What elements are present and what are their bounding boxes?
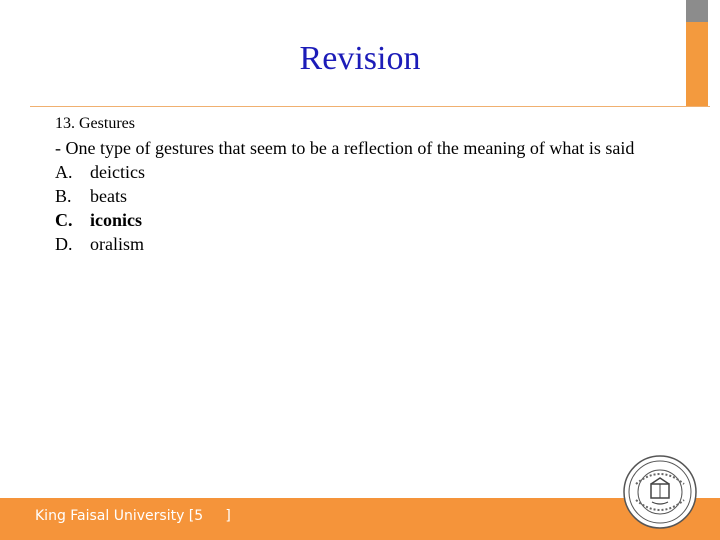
option-letter: C.: [55, 210, 73, 230]
option-letter: A.: [55, 162, 73, 182]
option-text: iconics: [90, 210, 142, 230]
title-divider: [30, 106, 710, 107]
slide-title: Revision: [299, 40, 421, 77]
question-number: 13. Gestures: [55, 115, 135, 132]
option-letter: B.: [55, 186, 72, 206]
option-text: oralism: [90, 234, 144, 254]
corner-accent-grey: [686, 0, 708, 22]
option-c: [55, 208, 675, 232]
question-block: [55, 114, 675, 256]
option-text: deictics: [90, 162, 145, 182]
option-letter: D.: [55, 234, 73, 254]
option-d: [55, 232, 675, 256]
footer-text: King Faisal University [5 ]: [35, 508, 231, 524]
option-text: beats: [90, 186, 127, 206]
option-b: [55, 184, 675, 208]
question-text: - One type of gestures that seem to be a reflection of the meaning of what is said: [55, 138, 635, 158]
university-seal-icon: [622, 454, 698, 530]
option-a: [55, 160, 675, 184]
